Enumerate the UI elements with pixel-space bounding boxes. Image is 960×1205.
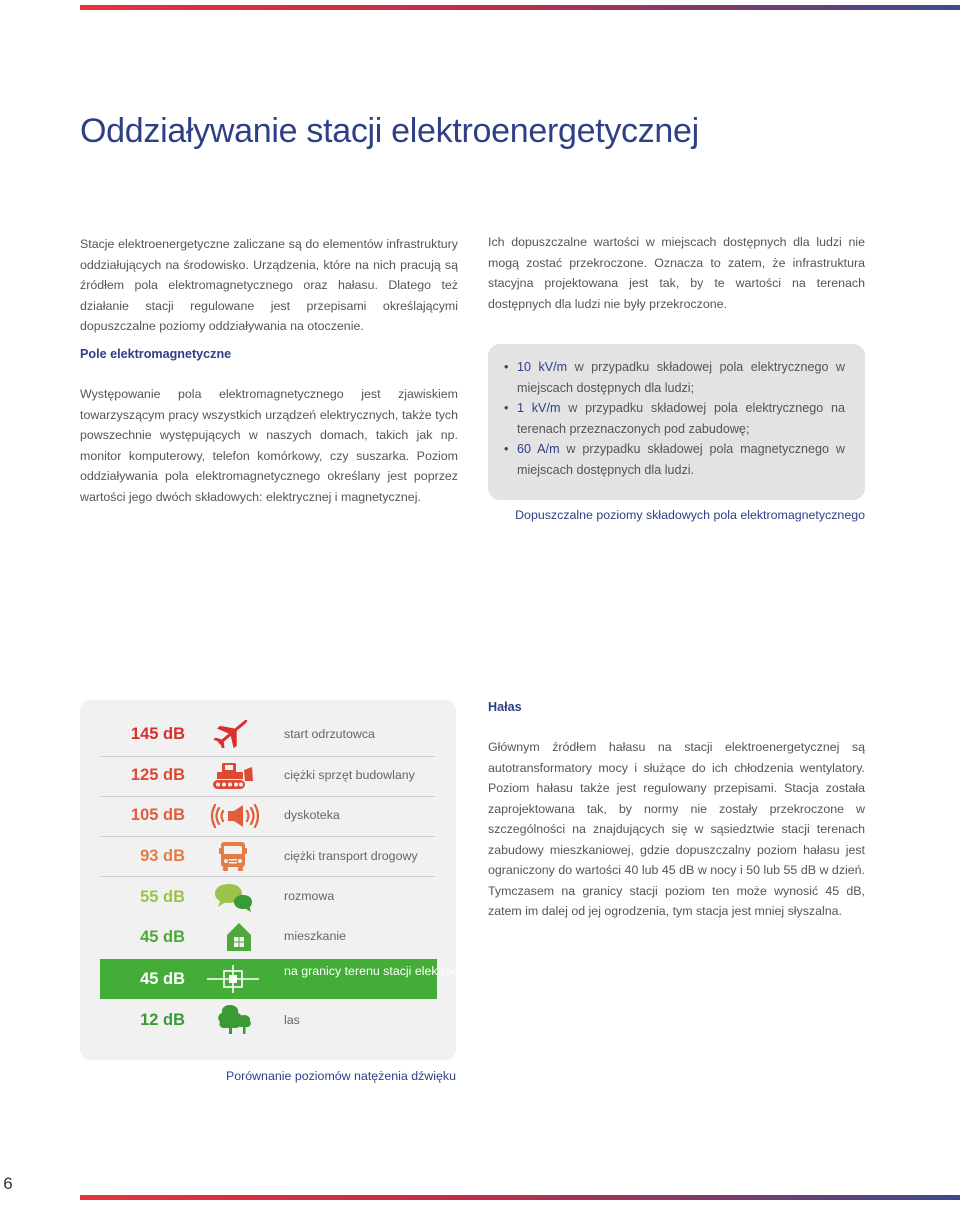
airplane-icon [205,716,261,748]
page-number: 6 [3,1174,13,1193]
limits-caption: Dopuszczalne poziomy składowych pola elektromagnetycznego [515,508,865,522]
row-divider [100,876,435,877]
bottom-accent-bar [80,1195,960,1200]
intro-paragraph: Stacje elektroenergetyczne zaliczane są do elementów infrastruktury oddziałujących na środowisko. Urządzenia, które na nich pracują są źródłem pola elektromagnetycznego oraz hałasu. Dlatego też działanie stacji regulowane jest przepisami określającymi dopuszczalne poziomy oddziaływania na otoczenie. [80,237,458,333]
noise-level-value: 145 dB [130,725,185,743]
noise-caption: Porównanie poziomów natężenia dźwięku [225,1069,456,1083]
noise-section-paragraph: Głównym źródłem hałasu na stacji elektroenergetycznej są autotransformatory mocy i służące do ich chłodzenia wentylatory. Poziom hałasu także jest regulowany przepisami. Stacja została zaprojektowana tak, by normy nie zostały przekroczone w szczególności na znajdujących się w sąsiedztwie stacji terenach zabudowy mieszkaniowej, gdzie dopuszczalny poziom hałasu jest ograniczony do wartości 40 lub 45 dB w nocy i 50 lub 55 dB w dzień. Tymczasem na granicy stacji poziom ten może wynosić 45 dB, zatem im dalej od jej ogrodzenia, tym stacja jest mniej słyszalna. [488,740,865,918]
noise-level-label: ciężki transport drogowy [284,849,418,863]
noise-level-label: las [284,1013,300,1027]
em-limit-text: w przypadku składowej pola elektrycznego w miejscach dostępnych dla ludzi; [517,360,846,395]
house-icon [205,921,261,953]
em-limit-item [504,439,845,480]
limits-intro-paragraph: Ich dopuszczalne wartości w miejscach dostępnych dla ludzi nie mogą zostać przekroczone. Oznacza to zatem, że infrastruktura stacyjna projektowana jest tak, by te wartości na terenach dostępnych dla ludzi nie były przekroczone. [488,235,865,311]
bulldozer-icon [205,760,261,792]
em-section-heading: Pole elektromagnetyczne [80,347,232,361]
trees-icon [205,1003,261,1035]
speech-bubbles-icon [205,881,261,913]
page-title: Oddziaływanie stacji elektroenergetycznej [80,112,699,150]
noise-level-label: start odrzutowca [284,727,375,741]
noise-level-label: ciężki sprzęt budowlany [284,768,415,782]
noise-level-value: 93 dB [140,847,185,865]
noise-level-label: na granicy terenu stacji elektroenergetycznej [284,964,530,978]
em-limits-list [488,344,865,480]
noise-level-value: 12 dB [140,1011,185,1029]
noise-level-label: dyskoteka [284,808,340,822]
noise-level-value: 45 dB [140,970,185,988]
em-limit-value: 10 kV/m [517,360,568,374]
noise-level-label: rozmowa [284,889,335,903]
em-limit-text: w przypadku składowej pola elektrycznego na terenach przeznaczonych pod zabudowę; [517,401,846,436]
em-section-paragraph: Występowanie pola elektromagnetycznego jest zjawiskiem towarzyszącym pracy wszystkich urządzeń elektrycznych, także tych powszechnie występujących w naszych domach, takich jak np. monitor komputerowy, telefon komórkowy, czy suszarka. Poziom oddziaływania pola elektromagnetycznego określany jest poprzez wartości jego dwóch składowych: elektrycznej i magnetycznej. [80,387,458,504]
truck-icon [205,840,261,872]
noise-level-value: 125 dB [130,766,185,784]
noise-level-value: 45 dB [140,928,185,946]
em-limit-value: 1 kV/m [517,401,561,415]
em-limit-value: 60 A/m [517,442,560,456]
speaker-icon [205,800,261,832]
substation-fence-icon [205,963,261,995]
noise-level-value: 55 dB [140,888,185,906]
noise-level-value: 105 dB [130,806,185,824]
em-limits-box [488,344,865,500]
em-limit-item [504,398,845,439]
row-divider [100,756,435,757]
row-divider [100,796,435,797]
row-divider [100,836,435,837]
em-limit-text: w przypadku składowej pola magnetycznego w miejscach dostępnych dla ludzi. [517,442,846,477]
noise-level-label: mieszkanie [284,929,346,943]
em-limit-item [504,357,845,398]
noise-section-heading: Hałas [488,700,522,714]
noise-comparison-panel [80,700,456,1060]
top-accent-bar [80,5,960,10]
